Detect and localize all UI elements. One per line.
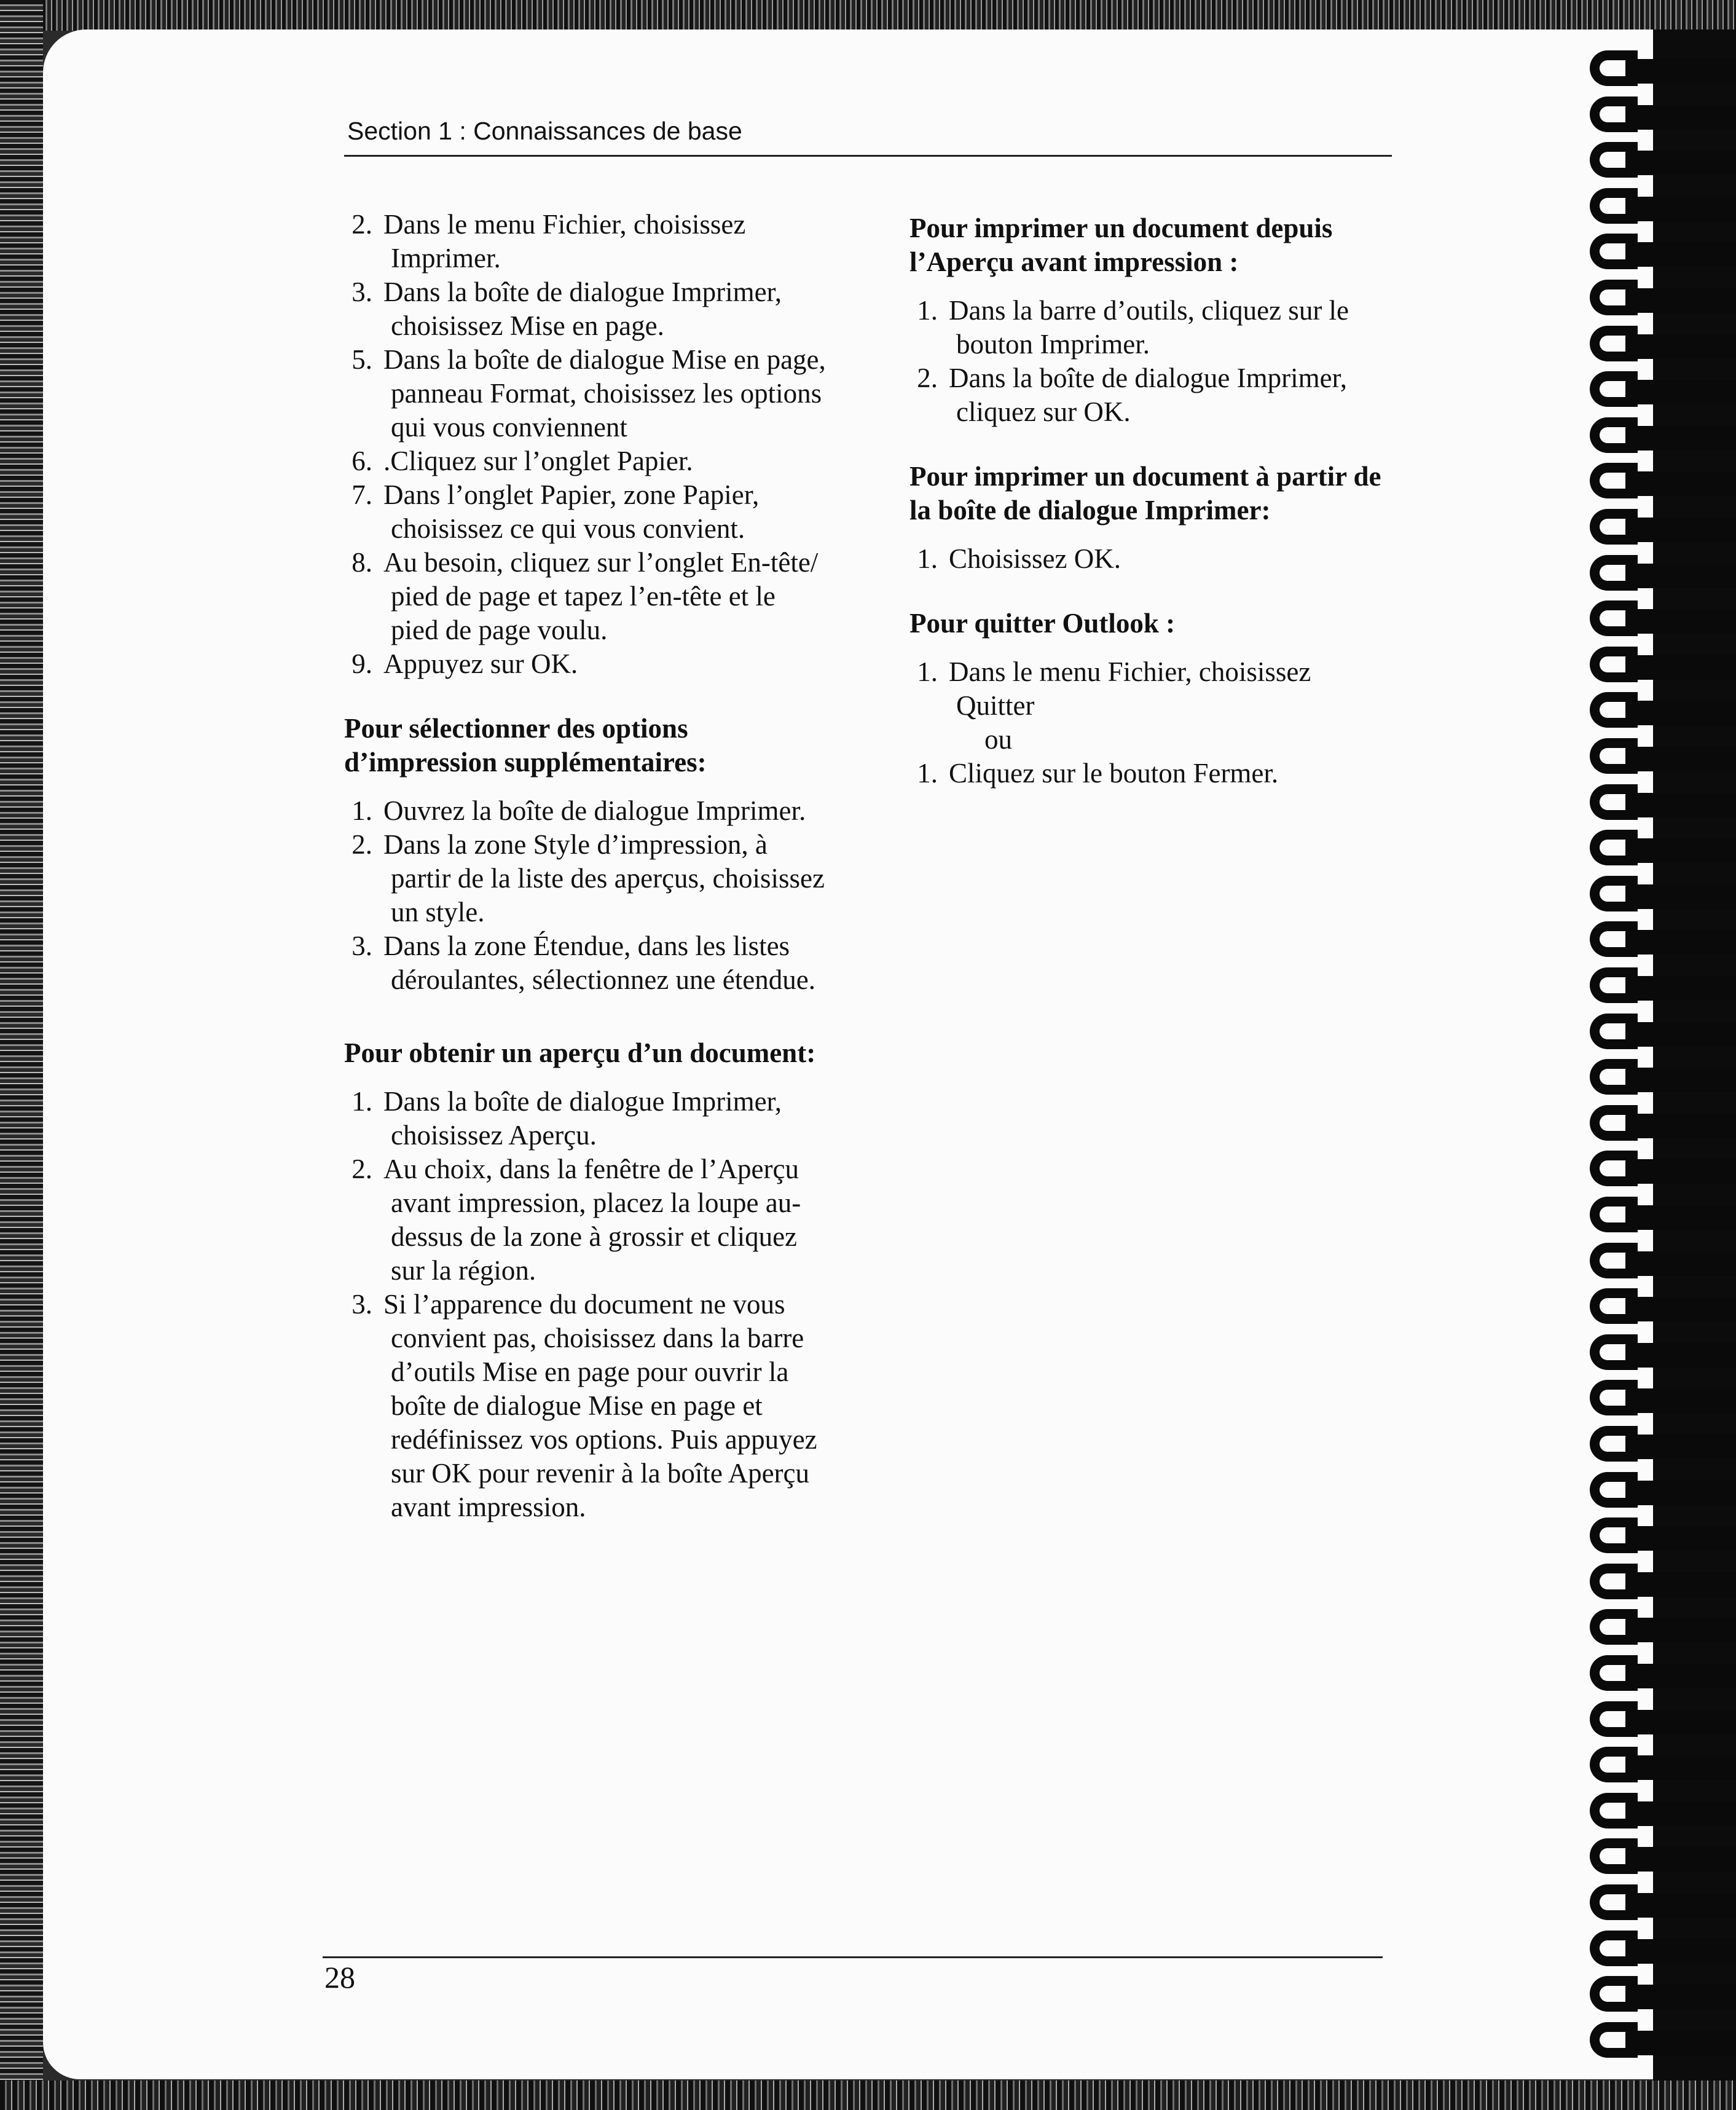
list-item: 2. Au choix, dans la fenêtre de l’Aperçu avant impression, placez la loupe au-dessus de la zone à grossir et cliquez sur la région. bbox=[352, 1154, 801, 1286]
quit-steps-list bbox=[909, 655, 1389, 790]
section-heading-print-dialog: Pour imprimer un document à partir de la boîte de dialogue Imprimer: bbox=[909, 461, 1381, 526]
spiral-ring bbox=[1589, 1837, 1736, 1881]
list-item: 1. Ouvrez la boîte de dialogue Imprimer. bbox=[352, 795, 806, 826]
spiral-ring bbox=[1589, 1654, 1736, 1698]
header-rule bbox=[344, 155, 1392, 157]
page-number: 28 bbox=[324, 1960, 355, 1994]
list-item: 6. .Cliquez sur l’onglet Papier. bbox=[352, 446, 693, 476]
spiral-ring bbox=[1589, 187, 1736, 231]
spiral-ring bbox=[1589, 1242, 1736, 1286]
section-heading-preview: Pour obtenir un aperçu d’un document: bbox=[344, 1037, 816, 1068]
spiral-ring bbox=[1589, 278, 1736, 323]
spiral-ring bbox=[1589, 1608, 1736, 1652]
left-column bbox=[344, 208, 830, 1524]
list-item: 1. Choisissez OK. bbox=[917, 543, 1121, 574]
list-item: 2. Dans le menu Fichier, choisissez Imprimer. bbox=[352, 209, 746, 274]
spiral-ring bbox=[1589, 1058, 1736, 1102]
list-item: 7. Dans l’onglet Papier, zone Papier, choisissez ce qui vous convient. bbox=[352, 479, 760, 544]
list-item: 1. Cliquez sur le bouton Fermer. bbox=[917, 758, 1279, 789]
spiral-ring bbox=[1589, 1471, 1736, 1515]
section-heading-print-preview: Pour imprimer un document depuis l’Aperçu avant impression : bbox=[909, 213, 1333, 277]
list-item: 2. Dans la zone Style d’impression, à partir de la liste des aperçus, choisissez un style. bbox=[352, 829, 825, 927]
spiral-ring bbox=[1589, 1746, 1736, 1790]
spiral-ring bbox=[1589, 141, 1736, 185]
list-item: 8. Au besoin, cliquez sur l’onglet En-tête/ pied de page et tapez l’en-tête et le pied de page voulu. bbox=[352, 547, 819, 645]
list-item: 3. Dans la boîte de dialogue Imprimer, choisissez Mise en page. bbox=[352, 277, 782, 341]
print-preview-steps-list bbox=[909, 294, 1389, 429]
spiral-ring bbox=[1589, 1425, 1736, 1469]
spiral-ring bbox=[1589, 737, 1736, 781]
spiral-ring bbox=[1589, 1883, 1736, 1927]
spiral-ring bbox=[1589, 1012, 1736, 1057]
spiral-ring bbox=[1589, 325, 1736, 369]
spiral-ring bbox=[1589, 645, 1736, 690]
spiral-ring bbox=[1589, 232, 1736, 277]
list-item: 3. Si l’apparence du document ne vous convient pas, choisissez dans la barre d’outils Mise en page pour ouvrir la boîte de dialogue Mise en page et redéfinissez vos options. Puis appuyez sur OK pour revenir à la boîte Aperçu avant impression. bbox=[352, 1289, 817, 1522]
spiral-ring bbox=[1589, 691, 1736, 735]
scan-border-bottom bbox=[0, 2080, 1736, 2110]
preview-steps-list bbox=[344, 1085, 830, 1524]
spiral-ring bbox=[1589, 1195, 1736, 1240]
page-sheet bbox=[43, 30, 1653, 2079]
options-steps-list bbox=[344, 794, 830, 997]
print-dialog-steps-list bbox=[909, 542, 1389, 576]
spiral-ring bbox=[1589, 1379, 1736, 1423]
spiral-ring bbox=[1589, 1562, 1736, 1607]
spiral-ring bbox=[1589, 599, 1736, 644]
spiral-ring bbox=[1589, 966, 1736, 1010]
section-heading-quit: Pour quitter Outlook : bbox=[909, 608, 1176, 639]
list-item: 1. Dans le menu Fichier, choisissez Quitter bbox=[917, 656, 1311, 721]
list-item: 9. Appuyez sur OK. bbox=[352, 648, 578, 679]
spiral-ring bbox=[1589, 1929, 1736, 1974]
spiral-ring bbox=[1589, 920, 1736, 964]
footer-rule bbox=[323, 1956, 1383, 1958]
spiral-ring bbox=[1589, 783, 1736, 827]
spiral-ring bbox=[1589, 554, 1736, 598]
spiral-ring bbox=[1589, 2021, 1736, 2065]
intro-steps-list bbox=[344, 208, 830, 681]
spiral-ring bbox=[1589, 1104, 1736, 1148]
spiral-ring bbox=[1589, 1792, 1736, 1836]
list-item: 1. Dans la boîte de dialogue Imprimer, choisissez Aperçu. bbox=[352, 1086, 782, 1151]
spiral-ring bbox=[1589, 1149, 1736, 1194]
list-item: 1. Dans la barre d’outils, cliquez sur le bouton Imprimer. bbox=[917, 295, 1349, 360]
spiral-ring bbox=[1589, 1287, 1736, 1331]
spiral-ring bbox=[1589, 416, 1736, 460]
spiral-ring bbox=[1589, 462, 1736, 506]
spiral-ring bbox=[1589, 508, 1736, 552]
spiral-ring bbox=[1589, 1333, 1736, 1377]
section-header: Section 1 : Connaissances de base bbox=[347, 117, 742, 145]
spiral-ring bbox=[1589, 370, 1736, 414]
spiral-ring bbox=[1589, 829, 1736, 873]
spiral-ring bbox=[1589, 875, 1736, 919]
list-item: 3. Dans la zone Étendue, dans les listes déroulantes, sélectionnez une étendue. bbox=[352, 931, 815, 995]
spiral-ring bbox=[1589, 1975, 1736, 2019]
list-item: 5. Dans la boîte de dialogue Mise en page, panneau Format, choisissez les options qui vous conviennent bbox=[352, 344, 826, 443]
spiral-ring bbox=[1589, 1516, 1736, 1561]
right-column bbox=[909, 211, 1389, 790]
or-label: ou bbox=[984, 724, 1012, 755]
scan-border-top bbox=[0, 0, 1736, 31]
list-item: 2. Dans la boîte de dialogue Imprimer, cliquez sur OK. bbox=[917, 363, 1347, 427]
section-heading-options: Pour sélectionner des options d’impression supplémentaires: bbox=[344, 713, 707, 777]
spiral-binding bbox=[1589, 49, 1736, 2077]
scan-border-left bbox=[0, 0, 43, 2110]
spiral-ring bbox=[1589, 49, 1736, 93]
spiral-ring bbox=[1589, 1700, 1736, 1744]
spiral-ring bbox=[1589, 95, 1736, 140]
